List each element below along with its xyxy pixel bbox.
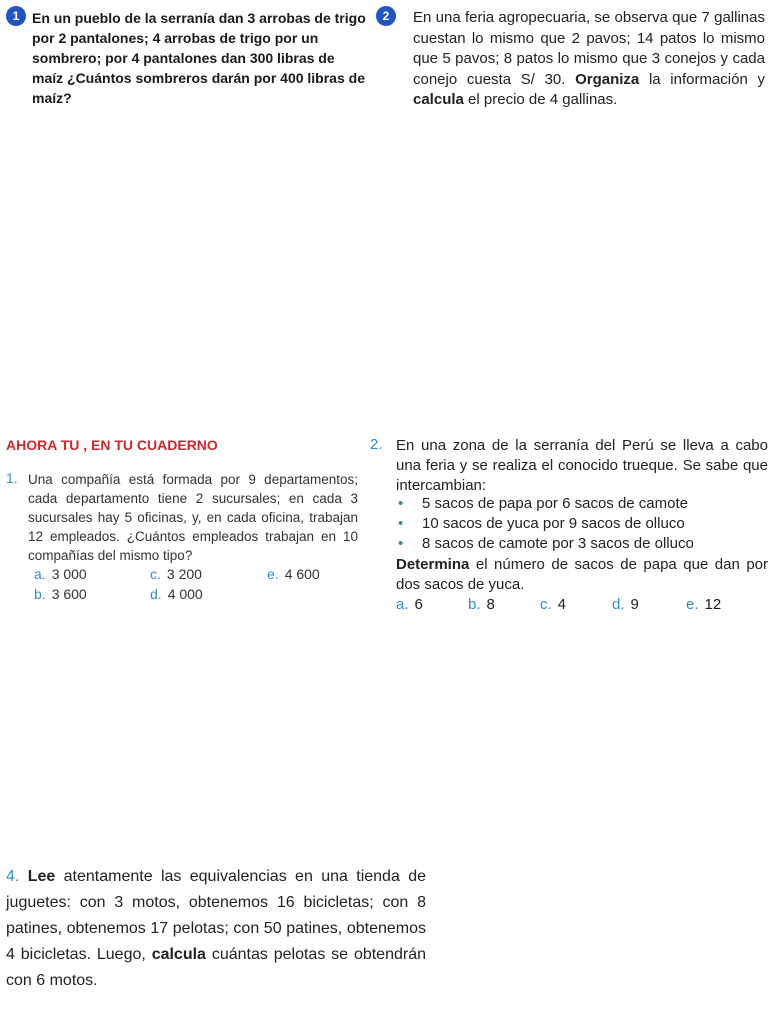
- exercise-1-number: 1.: [6, 470, 18, 486]
- problem-2-text: En una feria agropecuaria, se observa que 7 gallinas cuestan lo mismo que 2 pavos; 14 patos lo mismo que 5 pavos; 8 patos lo mismo que 3 conejos y cada conejo cuesta S/ 30. Organiza la información y calcula el precio de 4 gallinas.: [413, 9, 765, 108]
- problem-2-badge: 2: [376, 6, 396, 26]
- exercise-1-text: Una compañía está formada por 9 departamentos; cada departamento tiene 2 sucursales; en cada 3 sucursales hay 5 oficinas, y, en cada oficina, trabajan 12 empleados. ¿Cuántos empleados trabajan en 10 compañías del mismo tipo?: [28, 472, 358, 563]
- problem-1-badge: 1: [6, 6, 26, 26]
- exercise-2-intro: En una zona de la serranía del Perú se lleva a cabo una feria y se realiza el conocido trueque. Se sabe que intercambian:: [396, 437, 768, 494]
- exercise-4: 4. Lee atentamente las equivalencias en una tienda de juguetes: con 3 motos, obtenemos 16 bicicletas; con 8 patines, obtenemos 17 pelotas; con 50 patines, obtenemos 4 bicicletas. Luego, calcula cuántas pelotas se obtendrán con 6 motos.: [6, 868, 427, 989]
- exercise-2-question: Determina el número de sacos de papa que dan por dos sacos de yuca.: [396, 556, 768, 593]
- section-heading: AHORA TU , EN TU CUADERNO: [6, 437, 218, 453]
- exercise-1-option-d: d. 4 000: [150, 586, 203, 602]
- exercise-1-option-b: b. 3 600: [34, 586, 87, 602]
- exercise-1-option-e: e. 4 600: [267, 566, 320, 582]
- exercise-2-bullet-1: • 5 sacos de papa por 6 sacos de camote: [398, 495, 689, 512]
- problem-1-text: En un pueblo de la serranía dan 3 arrobas de trigo por 2 pantalones; 4 arrobas de trigo por un sombrero; por 4 pantalones dan 300 libras de maíz ¿Cuántos sombreros darán por 400 libras de maíz?: [32, 10, 366, 106]
- exercise-2-number: 2.: [370, 436, 383, 453]
- exercise-2-option-d: d. 9: [612, 596, 639, 613]
- exercise-4-number: 4.: [6, 868, 20, 885]
- exercise-2-option-c: c. 4: [540, 596, 567, 613]
- exercise-2-option-e: e. 12: [686, 596, 722, 613]
- exercise-1-option-c: c. 3 200: [150, 566, 202, 582]
- exercise-1: [6, 470, 358, 565]
- exercise-1-option-a: a. 3 000: [34, 566, 87, 582]
- exercise-2-bullet-3: • 8 sacos de camote por 3 sacos de olluco: [398, 535, 694, 552]
- exercise-2-option-a: a. 6: [396, 596, 423, 613]
- exercise-2-bullet-2: • 10 sacos de yuca por 9 sacos de olluco: [398, 515, 685, 532]
- exercise-2-option-b: b. 8: [468, 596, 495, 613]
